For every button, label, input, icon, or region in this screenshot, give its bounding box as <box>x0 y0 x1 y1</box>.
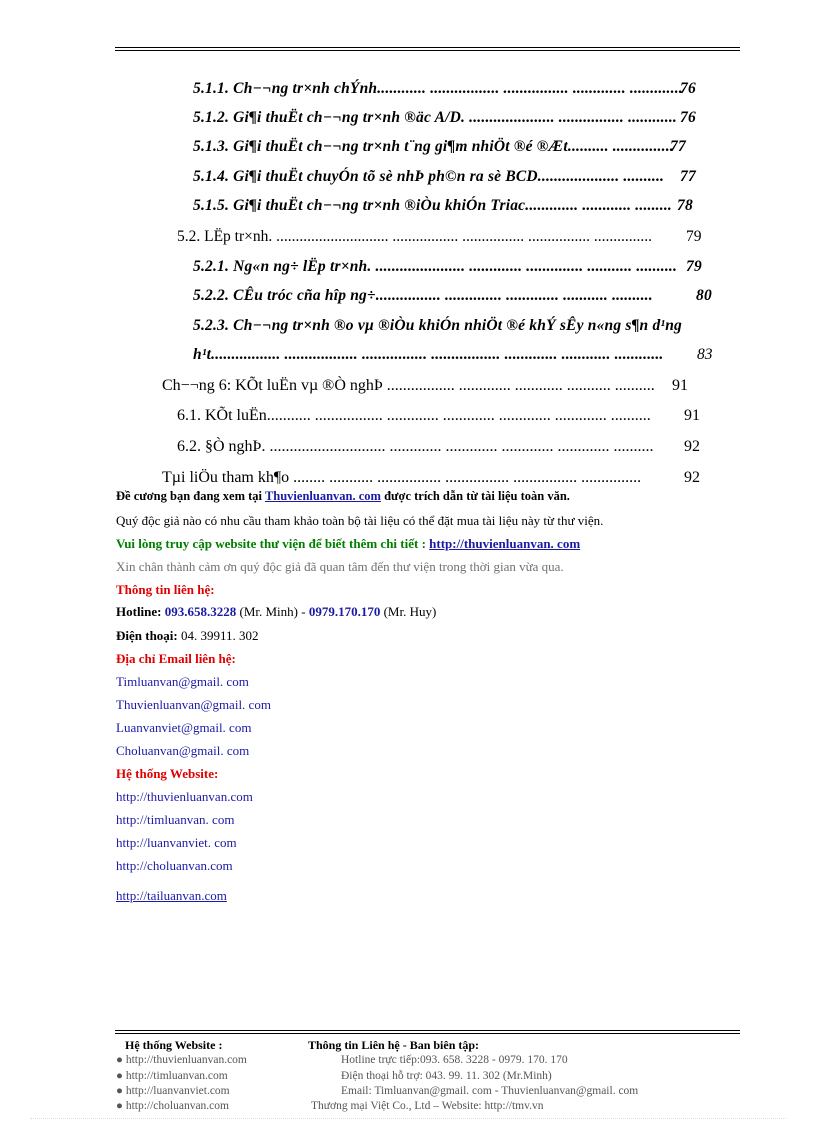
info-text: được trích dẫn từ tài liệu toàn văn. <box>380 489 570 503</box>
toc-page-number: 77 <box>680 168 696 185</box>
footer-website-item <box>116 1070 228 1082</box>
toc-entry: h¹t................. .................. ................ ................. ............. ............ ............ <box>193 346 664 363</box>
toc-page-number: 91 <box>672 377 688 394</box>
info-line-thanks: Xin chân thành cảm ơn quý độc giả đã quan tâm đến thư viện trong thời gian vừa qua. <box>116 559 564 574</box>
toc-entry: 5.1.5. Gi¶i thuËt ch−¬ng tr×nh ®iÒu khiÓn Triac............. ............ ......... <box>193 197 672 214</box>
hotline-name: (Mr. Huy) <box>380 604 437 619</box>
email-item[interactable]: Luanvanviet@gmail. com <box>116 720 252 735</box>
toc-entry: 5.1.1. Ch−¬ng tr×nh chÝnh............ ................. ................ ............. ............. <box>193 80 683 97</box>
toc-page-number: 76 <box>680 80 696 97</box>
footer-contact-company: Thương mại Việt Co., Ltd – Website: http://tmv.vn <box>311 1100 544 1112</box>
website-link[interactable]: http://thuvienluanvan.com <box>116 789 253 804</box>
header-rule-top <box>115 47 740 48</box>
website-link[interactable]: http://luanvanviet. com <box>116 835 237 850</box>
phone-line <box>116 628 259 644</box>
toc-page-number: 83 <box>697 346 713 363</box>
hotline-line <box>116 604 436 620</box>
toc-entry: 6.1. KÕt luËn........... ................. ............. ............. ............. ............. .......... <box>177 407 651 424</box>
email-item[interactable]: Thuvienluanvan@gmail. com <box>116 697 271 712</box>
footer-website-item <box>116 1085 230 1097</box>
bullet-icon: ● <box>116 1085 123 1097</box>
toc-chapter: Ch−¬ng 6: KÕt luËn vµ ®Ò nghÞ ................. ............. ............ ........... .......... <box>162 377 655 394</box>
bullet-icon: ● <box>116 1100 123 1112</box>
toc-page-number: 79 <box>686 228 702 245</box>
footer-rule-top <box>115 1030 740 1031</box>
bullet-icon: ● <box>116 1054 123 1066</box>
footer-website-link[interactable]: http://timluanvan.com <box>125 1070 228 1082</box>
footer-contact-hotline: Hotline trực tiếp:093. 658. 3228 - 0979. 170. 170 <box>341 1054 568 1066</box>
website-link[interactable]: http://tailuanvan.com <box>116 888 227 903</box>
toc-entry: 6.2. §Ò nghÞ. ............................. ............. ............. ............. ............. .......... <box>177 438 654 455</box>
toc-page-number: 80 <box>696 287 712 304</box>
toc-page-number: 78 <box>677 197 693 214</box>
toc-entry: 5.1.2. Gi¶i thuËt ch−¬ng tr×nh ®äc A/D. ..................... ................ ............ <box>193 109 677 126</box>
contact-heading: Thông tin liên hệ: <box>116 582 215 597</box>
phone-value: 04. 39911. 302 <box>177 628 259 643</box>
info-line-visit <box>116 536 580 552</box>
footer-website-link[interactable]: http://luanvanviet.com <box>125 1085 230 1097</box>
bullet-icon: ● <box>116 1070 123 1082</box>
phone-label: Điện thoại: <box>116 628 178 643</box>
footer-website-heading: Hệ thống Website : <box>125 1038 223 1052</box>
footer-contact-email: Email: Timluanvan@gmail. com - Thuvienluanvan@gmail. com <box>341 1085 639 1097</box>
footer-website-link[interactable]: http://choluanvan.com <box>125 1100 229 1112</box>
footer-contact-phone: Điện thoại hỗ trợ: 043. 99. 11. 302 (Mr.Minh) <box>341 1070 552 1082</box>
toc-page-number: 77 <box>670 138 686 155</box>
toc-page-number: 91 <box>684 407 700 424</box>
email-item[interactable]: Choluanvan@gmail. com <box>116 743 250 758</box>
website-heading: Hệ thống Website: <box>116 766 219 781</box>
website-link[interactable]: http://choluanvan.com <box>116 858 233 873</box>
toc-entry: 5.2.3. Ch−¬ng tr×nh ®o vµ ®iÒu khiÓn nhiÖt ®é khÝ sÊy n«ng s¶n d¹ng <box>193 317 683 334</box>
email-item[interactable]: Timluanvan@gmail. com <box>116 674 249 689</box>
hotline-number: 0979.170.170 <box>308 604 381 619</box>
toc-entry: 5.1.3. Gi¶i thuËt ch−¬ng tr×nh t¨ng gi¶m nhiÖt ®é ®Æt.......... ............... <box>193 138 674 155</box>
hotline-name: (Mr. Minh) - <box>236 604 309 619</box>
header-rule-bottom <box>115 50 740 51</box>
toc-page-number: 92 <box>684 438 700 455</box>
footer-rule-bottom <box>115 1033 740 1034</box>
thuvienluanvan-link[interactable]: Thuvienluanvan. com <box>264 489 381 503</box>
info-line-purchase: Quý độc giả nào có nhu cầu tham khảo toàn bộ tài liệu có thể đặt mua tài liệu này từ thư viện. <box>116 513 604 528</box>
toc-page-number: 79 <box>686 258 702 275</box>
hotline-label: Hotline: <box>116 604 162 619</box>
toc-entry: 5.1.4. Gi¶i thuËt chuyÓn tõ sè nhÞ ph©n ra sè BCD.................... .......... <box>193 168 665 185</box>
email-heading: Địa chỉ Email liên hệ: <box>116 651 236 666</box>
page-bottom-border <box>30 1118 786 1119</box>
info-line-source <box>116 489 570 504</box>
library-website-link[interactable]: http://thuvienluanvan. com <box>429 536 581 551</box>
info-text: Đề cương bạn đang xem tại <box>116 489 265 503</box>
toc-page-number: 76 <box>680 109 696 126</box>
footer-website-item <box>116 1100 229 1112</box>
website-link[interactable]: http://timluanvan. com <box>116 812 235 827</box>
info-text: Vui lòng truy cập website thư viện để biết thêm chi tiết : <box>116 536 430 551</box>
toc-chapter: Tµi liÖu tham kh¶o ........ ........... ................ ................ ................ ............... <box>162 469 642 486</box>
footer-contact-heading: Thông tin Liên hệ - Ban biên tập: <box>308 1038 480 1052</box>
toc-entry: 5.2.2. CÊu tróc cña hîp ng÷................ .............. ............. ........... .......... <box>193 287 653 304</box>
toc-page-number: 92 <box>684 469 700 486</box>
toc-entry: 5.2.1. Ng«n ng÷ lËp tr×nh. ...................... ............. .............. ........... .......... <box>193 258 678 275</box>
toc-entry: 5.2. LËp tr×nh. ............................. ................. ................ ................ ............... <box>177 228 653 245</box>
hotline-number: 093.658.3228 <box>164 604 237 619</box>
footer-website-item <box>116 1054 247 1066</box>
footer-website-link[interactable]: http://thuvienluanvan.com <box>125 1054 247 1066</box>
